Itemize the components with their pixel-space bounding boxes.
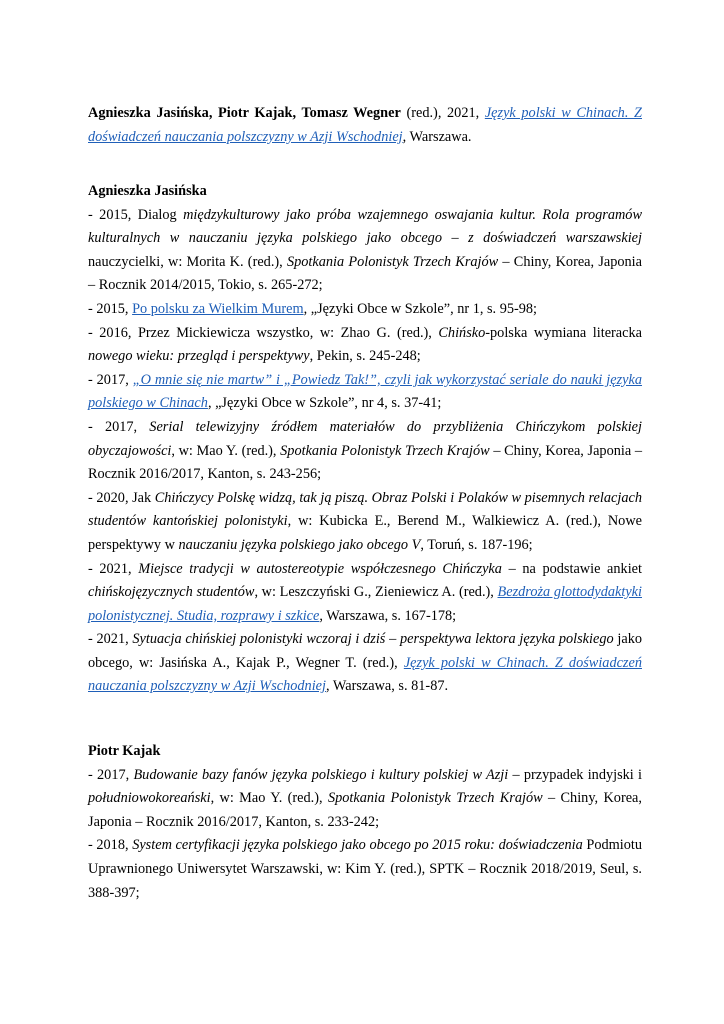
entry-text: - 2020, Jak	[88, 489, 155, 506]
entry-text: - 2017,	[88, 766, 134, 783]
entry-text: - 2018,	[88, 837, 133, 854]
entry-text: - 2015, Dialog	[88, 206, 184, 223]
entry-text: , w: Mao Y. (red.),	[171, 442, 281, 459]
entry-title: południowokoreański	[88, 790, 211, 807]
entry-text: - 2017,	[88, 371, 133, 388]
entry-volume: nauczaniu języka polskiego jako obcego V	[178, 536, 421, 553]
entry-text: , Warszawa, s. 167-178;	[319, 607, 457, 624]
entry-title: Miejsce tradycji w autostereotypie współczesnego Chińczyka	[138, 560, 502, 577]
entry-text: , „Języki Obce w Szkole”, nr 1, s. 95-98;	[303, 300, 538, 317]
section-agnieszka-jasinska	[88, 180, 642, 699]
section-piotr-kajak	[88, 740, 642, 905]
entry-link[interactable]: Język polski w Chinach. Z doświadczeń nauczania polszczyzny w Azji Wschodniej	[88, 654, 642, 695]
list-item	[88, 322, 642, 369]
entry-text: , Warszawa, s. 81-87.	[326, 678, 449, 695]
entry-text: – Chiny, Korea, Japonia – Rocznik 2014/2015, Tokio, s. 265-272;	[88, 253, 642, 294]
list-item	[88, 764, 642, 835]
entry-link[interactable]: Bezdroża glottodydaktyki polonistycznej. Studia, rozprawy i szkice	[88, 584, 642, 624]
entry-title: System certyfikacji języka polskiego jako obcego po 2015 roku: doświadczenia	[132, 837, 583, 854]
header-book-link[interactable]: Język polski w Chinach. Z doświadczeń nauczania polszczyzny w Azji Wschodniej	[88, 105, 642, 145]
list-item	[88, 628, 642, 699]
entry-volume: Spotkania Polonistyk Trzech Krajów	[327, 790, 543, 807]
entry-text: , Toruń, s. 187-196;	[420, 536, 533, 553]
entry-text: , w: Kubicka E., Berend M., Walkiewicz A. (red.), Nowe perspektywy w	[88, 513, 643, 553]
section-heading: Agnieszka Jasińska	[88, 183, 207, 199]
entry-link[interactable]: „O mnie się nie martw” i „Powiedz Tak!”, czyli jak wykorzystać seriale do nauki języka polskiego w Chinach	[88, 371, 643, 412]
entry-text: - 2021,	[88, 631, 133, 648]
entry-text: , w: Leszczyński G., Zieniewicz A. (red.),	[254, 584, 498, 601]
entry-link[interactable]: Po polsku za Wielkim Murem	[132, 300, 304, 317]
list-item	[88, 369, 642, 416]
list-item	[88, 204, 642, 298]
list-item	[88, 416, 642, 487]
entry-text: Podmiotu Uprawnionego Uniwersytet Warszawski, w: Kim Y. (red.), SPTK – Rocznik 2018/2019, Seul, s. 388-397;	[88, 837, 643, 901]
entry-volume: Chińsko	[438, 324, 486, 341]
entry-title: Serial telewizyjny źródłem materiałów do przybliżenia Chińczykom polskiej obyczajowości	[88, 418, 642, 459]
section-heading: Piotr Kajak	[88, 743, 161, 759]
list-item	[88, 834, 642, 905]
header-authors: Agnieszka Jasińska, Piotr Kajak, Tomasz Wegner	[88, 105, 401, 122]
entry-text: , Pekin, s. 245-248;	[309, 348, 421, 365]
entry-text: , w: Mao Y. (red.),	[210, 790, 328, 807]
entry-title: Budowanie bazy fanów języka polskiego i kultury polskiej w Azji	[133, 766, 509, 783]
entry-text: – Chiny, Korea, Japonia – Rocznik 2016/2017, Kanton, s. 243-256;	[88, 442, 642, 483]
entry-text: - 2015,	[88, 300, 133, 317]
list-item	[88, 298, 642, 322]
entry-text: – przypadek indyjski i	[508, 766, 642, 783]
entry-title: Sytuacja chińskiej polonistyki wczoraj i dziś – perspektywa lektora języka polskiego	[132, 631, 614, 648]
entry-text: - 2016, Przez Mickiewicza wszystko, w: Zhao G. (red.),	[88, 324, 439, 341]
header-tail: , Warszawa.	[402, 128, 472, 145]
entry-title: Chińczycy Polskę widzą, tak ją piszą. Obraz Polski i Polaków w pisemnych relacjach studentów kantońskiej polonistyki	[88, 489, 642, 530]
entry-text: – na podstawie ankiet	[501, 560, 642, 577]
entry-text: jako obcego, w: Jasińska A., Kajak P., Wegner T. (red.),	[88, 631, 642, 671]
entry-text: - 2017,	[88, 418, 150, 435]
entry-text: , „Języki Obce w Szkole”, nr 4, s. 37-41;	[207, 395, 442, 412]
list-item	[88, 487, 642, 558]
entry-text: - 2021,	[88, 560, 139, 577]
entry-text: -polska wymiana literacka	[485, 324, 642, 341]
entry-volume: Spotkania Polonistyk Trzech Krajów	[280, 442, 490, 459]
entry-title: chińskojęzycznych studentów	[88, 584, 255, 601]
header-citation	[88, 102, 642, 149]
entry-volume: Spotkania Polonistyk Trzech Krajów	[286, 253, 499, 270]
header-suffix: (red.), 2021,	[400, 105, 485, 122]
entry-text: – Chiny, Korea, Japonia – Rocznik 2016/2017, Kanton, s. 233-242;	[88, 790, 642, 830]
entry-text: nauczycielki, w: Morita K. (red.),	[88, 253, 287, 270]
entry-volume: nowego wieku: przegląd i perspektywy	[88, 348, 310, 365]
entry-title: międzykulturowy jako próba wzajemnego oswajania kultur. Rola programów kulturalnych w nauczaniu języka polskiego jako obcego – z doświadczeń warszawskiej	[88, 206, 642, 247]
list-item	[88, 558, 642, 629]
